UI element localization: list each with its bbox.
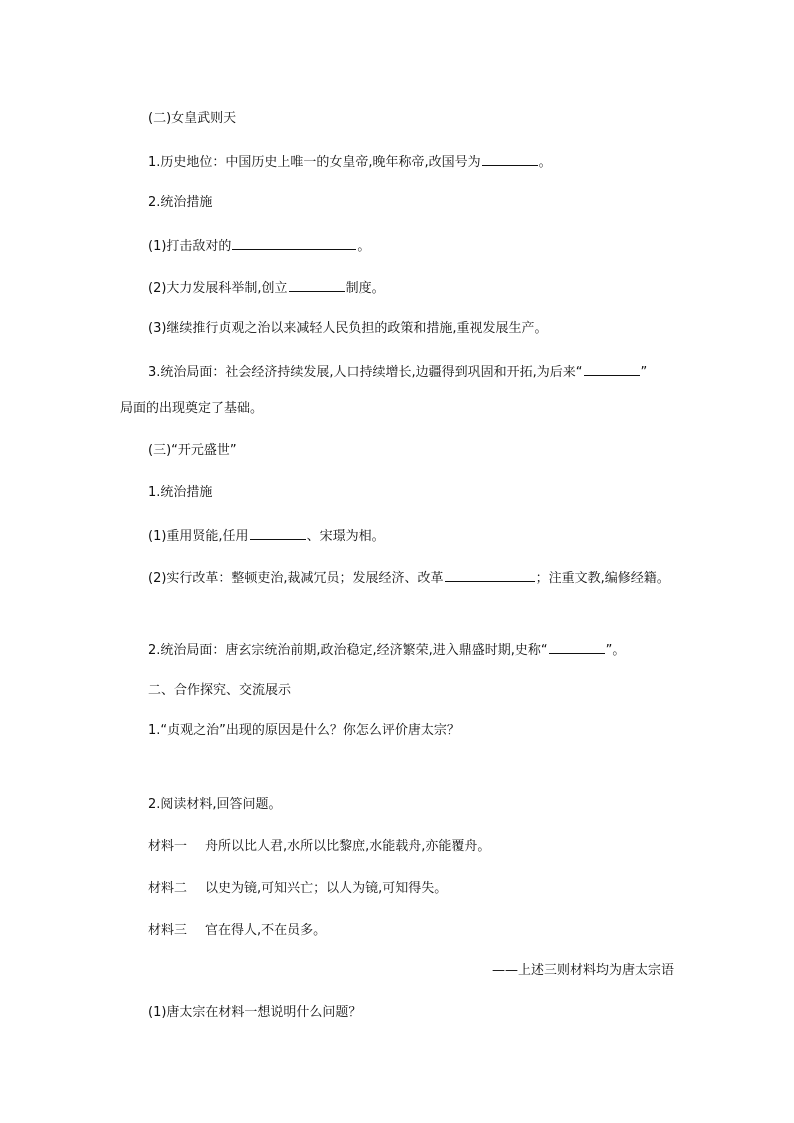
answer-blank[interactable] <box>250 526 306 540</box>
item-text: 2.统治局面：唐玄宗统治前期,政治稳定,经济繁荣,进入鼎盛时期,史称“ <box>148 643 548 658</box>
item-text-end: 。 <box>357 239 371 254</box>
answer-blank[interactable] <box>482 152 538 166</box>
material-label: 材料三 <box>148 923 188 938</box>
sub-question-1: (1)唐太宗在材料一想说明什么问题？ <box>148 1005 362 1020</box>
answer-blank[interactable] <box>232 236 356 250</box>
section-heading-kaiyuan: (三)“开元盛世” <box>148 443 237 458</box>
item-text: (1)打击敌对的 <box>148 239 232 254</box>
answer-blank[interactable] <box>549 640 605 654</box>
sub-item-2 <box>148 278 385 298</box>
material-2 <box>148 880 447 898</box>
item-governance-continued: 局面的出现奠定了基础。 <box>120 401 264 416</box>
item-text: (2)大力发展科举制,创立 <box>148 281 288 296</box>
item-text-end: ” <box>640 365 648 380</box>
material-source: ——上述三则材料均为唐太宗语 <box>491 963 674 978</box>
material-label: 材料二 <box>148 881 188 896</box>
item-measures-heading: 1.统治措施 <box>148 485 213 500</box>
item-text: 3.统治局面：社会经济持续发展,人口持续增长,边疆得到巩固和开拓,为后来“ <box>148 365 583 380</box>
sub-item-2 <box>148 568 670 588</box>
item-governance-situation <box>148 640 625 660</box>
item-text-end: ；注重文教,编修经籍。 <box>535 571 670 586</box>
material-text: 舟所以比人君,水所以比黎庶,水能载舟,亦能覆舟。 <box>205 839 491 854</box>
item-text-end: 、宋璟为相。 <box>306 529 385 544</box>
material-label: 材料一 <box>148 839 188 854</box>
material-1 <box>148 838 490 856</box>
answer-blank[interactable] <box>445 568 535 582</box>
section-heading-wuzetian: (二)女皇武则天 <box>148 111 237 126</box>
sub-item-1 <box>148 526 385 546</box>
part-heading-cooperative-inquiry: 二、合作探究、交流展示 <box>148 683 292 698</box>
sub-item-1 <box>148 236 370 256</box>
item-historical-status <box>148 152 552 172</box>
answer-blank[interactable] <box>289 278 345 292</box>
item-governance-situation <box>148 362 647 382</box>
material-3 <box>148 922 326 940</box>
question-2: 2.阅读材料,回答问题。 <box>148 797 282 812</box>
sub-item-3: (3)继续推行贞观之治以来减轻人民负担的政策和措施,重视发展生产。 <box>148 321 548 336</box>
material-text: 官在得人,不在员多。 <box>205 923 327 938</box>
item-text: (1)重用贤能,任用 <box>148 529 249 544</box>
item-text: 1.历史地位：中国历史上唯一的女皇帝,晚年称帝,改国号为 <box>148 155 481 170</box>
item-text: (2)实行改革：整顿吏治,裁减冗员；发展经济、改革 <box>148 571 444 586</box>
item-text-end: ”。 <box>605 643 626 658</box>
item-text-end: 制度。 <box>345 281 385 296</box>
material-text: 以史为镜,可知兴亡；以人为镜,可知得失。 <box>205 881 448 896</box>
question-1: 1.“贞观之治”出现的原因是什么？你怎么评价唐太宗？ <box>148 723 460 738</box>
item-measures-heading: 2.统治措施 <box>148 195 213 210</box>
item-text-end: 。 <box>538 155 552 170</box>
answer-blank[interactable] <box>584 362 640 376</box>
